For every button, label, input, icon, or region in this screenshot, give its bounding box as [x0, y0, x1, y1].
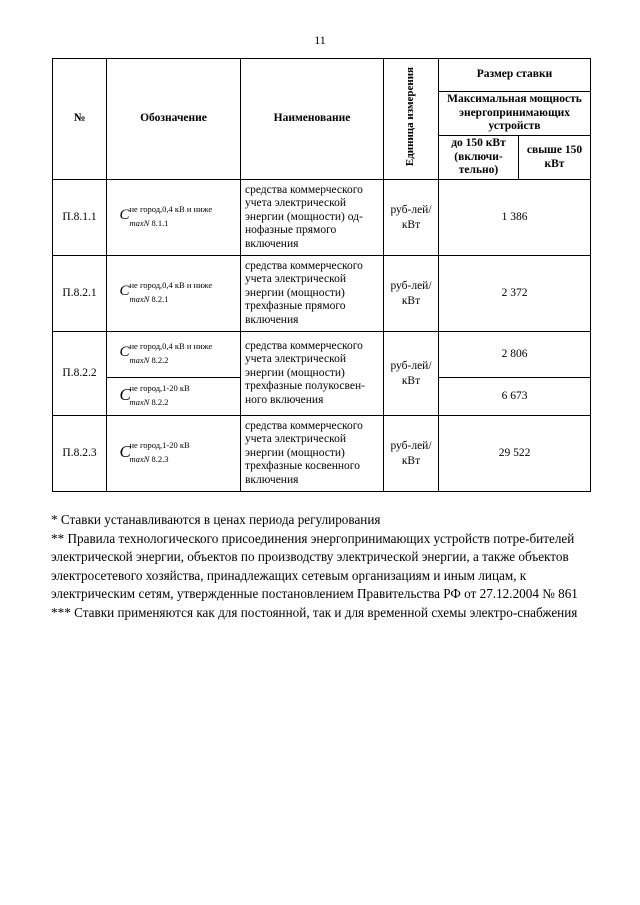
row-value: 6 673: [439, 378, 591, 416]
header-designation: Обозначение: [107, 59, 241, 180]
row-unit: руб-лей/кВт: [384, 180, 439, 256]
row-unit: руб-лей/кВт: [384, 332, 439, 416]
rate-formula: C не город,0,4 кВ и ниже maxN 8.2.2: [119, 341, 213, 366]
header-rate-size: Размер ставки: [439, 59, 591, 92]
row-name: средства коммерческого учета электрической энергии (мощности) трехфазные прямого включения: [241, 256, 384, 332]
row-unit: руб-лей/кВт: [384, 256, 439, 332]
footnote: * Ставки устанавливаются в ценах периода регулирования: [51, 512, 381, 527]
header-up-to-150: до 150 кВт (включи-тельно): [439, 136, 519, 180]
row-value: 2 806: [439, 332, 591, 378]
row-code: П.8.1.1: [53, 180, 107, 256]
row-code: П.8.2.3: [53, 416, 107, 492]
row-designation: [107, 332, 241, 378]
table-row: [53, 416, 591, 492]
header-unit: Единица измерения: [404, 67, 417, 167]
rate-formula: C не город,1-20 кВ maxN 8.2.2: [119, 383, 190, 408]
footnotes: [51, 511, 596, 622]
header-over-150: свыше 150 кВт: [519, 136, 591, 180]
rate-formula: C не город,0,4 кВ и ниже maxN 8.1.1: [119, 204, 213, 229]
footnote: ** Правила технологического присоединения энергопринимающих устройств потре-бителей электрической энергии, объектов по производству электрической энергии, а также объектов электросетевого хозяйства, принадлежащих сетевым организациям и иным лицам, к электрическим сетям, утвержденные постановлением Правительства РФ от 27.12.2004 № 861: [51, 530, 578, 601]
header-max-power: Максимальная мощность энергопринимающих устройств: [439, 92, 591, 136]
row-designation: [107, 416, 241, 492]
row-name: средства коммерческого учета электрической энергии (мощности) од-нофазные прямого включения: [241, 180, 384, 256]
rate-formula: C не город,1-20 кВ maxN 8.2.3: [119, 440, 190, 465]
row-designation: [107, 180, 241, 256]
row-value: 29 522: [439, 416, 591, 492]
rate-formula: C не город,0,4 кВ и ниже maxN 8.2.1: [119, 280, 213, 305]
page-number: 11: [314, 33, 326, 47]
row-designation: [107, 256, 241, 332]
row-code: П.8.2.2: [53, 332, 107, 416]
table-row: [53, 180, 591, 256]
row-designation: [107, 378, 241, 416]
row-unit: руб-лей/кВт: [384, 416, 439, 492]
row-code: П.8.2.1: [53, 256, 107, 332]
row-name: средства коммерческого учета электрической энергии (мощности) трехфазные полукосвен-ного включения: [241, 332, 384, 416]
table-row: [53, 256, 591, 332]
row-name: средства коммерческого учета электрической энергии (мощности) трехфазные косвенного включения: [241, 416, 384, 492]
header-name: Наименование: [241, 59, 384, 180]
row-value: 1 386: [439, 180, 591, 256]
table-row: [53, 332, 591, 378]
header-unit-cell: [384, 59, 439, 180]
footnote: *** Ставки применяются как для постоянной, так и для временной схемы электро-снабжения: [51, 604, 578, 620]
header-number: №: [53, 59, 107, 180]
row-value: 2 372: [439, 256, 591, 332]
rates-table: [52, 58, 591, 492]
